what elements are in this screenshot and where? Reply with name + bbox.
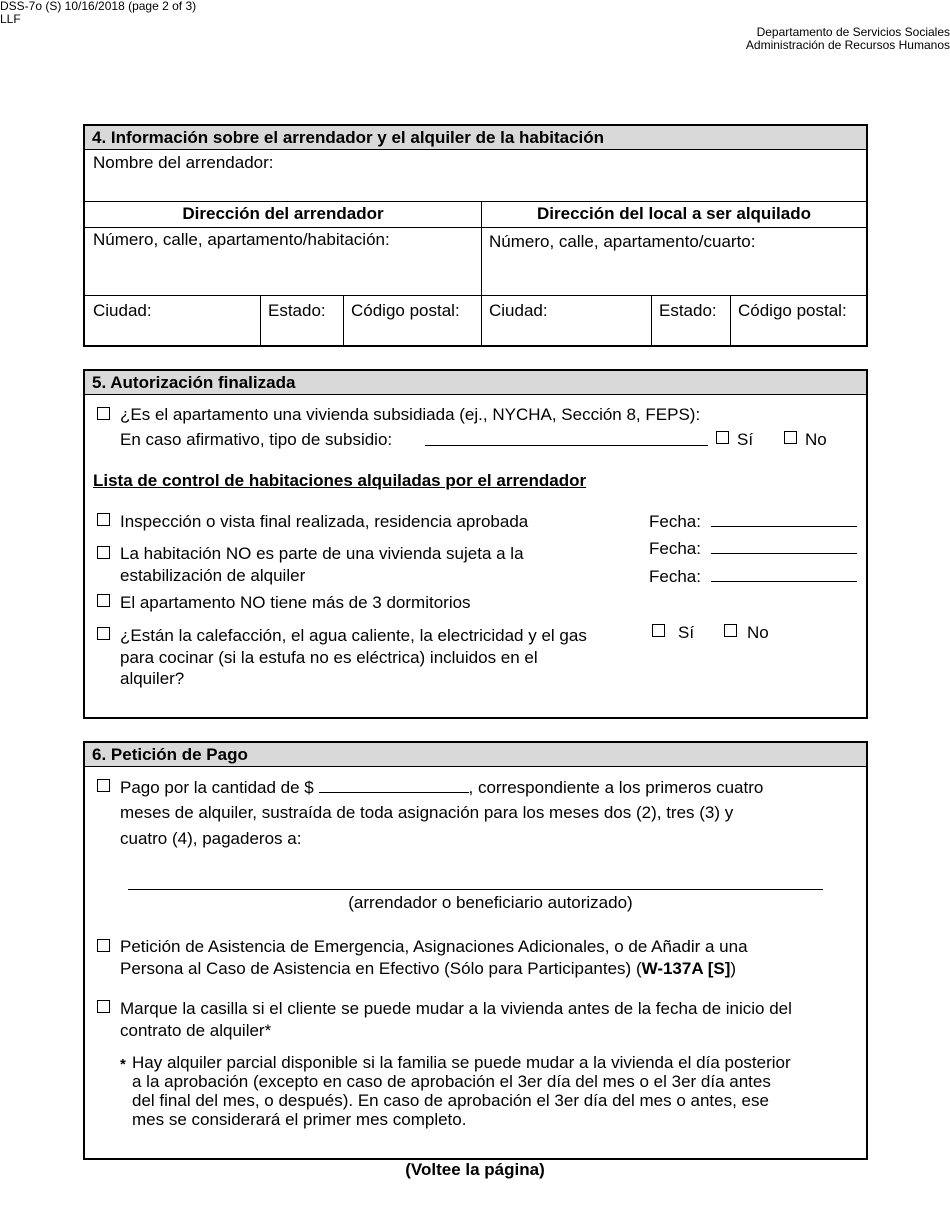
partial-rent-note-cont: mes se considerará el primer mes completo. (132, 1110, 467, 1129)
closing-paren: ) (730, 959, 737, 978)
form-id: DSS-7o (S) 10/16/2018 (page 2 of 3) (0, 0, 197, 13)
rent-stabilization-item-cont: estabilización de alquiler (120, 566, 306, 585)
utilities-yes-checkbox[interactable] (652, 624, 665, 637)
divider (85, 201, 866, 202)
early-move-text-cont: contrato de alquiler* (120, 1021, 272, 1040)
partial-rent-note-cont: a la aprobación (excepto en caso de aprobación el 3er día del mes o el 3er día antes (132, 1072, 771, 1091)
subsidized-yes-checkbox[interactable] (716, 431, 729, 444)
cell-divider (651, 295, 652, 345)
checklist-title: Lista de control de habitaciones alquiladas por el arrendador (93, 471, 587, 490)
form-reference: W-137A [S] (641, 959, 731, 978)
payment-text-line3: cuatro (4), pagaderos a: (120, 829, 302, 848)
form-id-block (0, 0, 950, 26)
landlord-street-field[interactable]: Número, calle, apartamento/habitación: (93, 230, 390, 249)
bedrooms-item: El apartamento NO tiene más de 3 dormitorios (120, 593, 471, 612)
date-input[interactable] (711, 581, 857, 582)
divider (85, 227, 866, 228)
bedrooms-checkbox[interactable] (97, 594, 110, 607)
utilities-no-checkbox[interactable] (724, 624, 737, 637)
rental-address-header: Dirección del local a ser alquilado (537, 204, 811, 223)
inspection-checkbox[interactable] (97, 513, 110, 526)
landlord-zip-field[interactable]: Código postal: (351, 301, 460, 320)
cell-divider (730, 295, 731, 345)
landlord-city-field[interactable]: Ciudad: (93, 301, 152, 320)
utilities-checkbox[interactable] (97, 627, 110, 640)
utilities-item: ¿Están la calefacción, el agua caliente, la electricidad y el gas (120, 626, 587, 645)
payment-amount-label: Pago por la cantidad de $ (120, 778, 314, 797)
payment-text (120, 778, 763, 798)
landlord-name-field[interactable]: Nombre del arrendador: (93, 153, 274, 172)
rental-city-field[interactable]: Ciudad: (489, 301, 548, 320)
note-asterisk: * (120, 1056, 126, 1073)
utilities-item-cont: para cocinar (si la estufa no es eléctrica) incluidos en el (120, 648, 538, 667)
agency-block (0, 26, 950, 52)
inspection-item: Inspección o vista final realizada, residencia aprobada (120, 512, 529, 531)
rental-zip-field[interactable]: Código postal: (738, 301, 847, 320)
rent-stabilization-item: La habitación NO es parte de una vivienda sujeta a la (120, 544, 524, 563)
subsidy-type-input[interactable] (425, 445, 708, 446)
subsidized-no-checkbox[interactable] (784, 431, 797, 444)
early-move-checkbox[interactable] (97, 1000, 110, 1013)
administration-name: Administración de Recursos Humanos (745, 38, 950, 52)
section-4 (83, 124, 868, 347)
column-divider (481, 201, 482, 345)
emergency-assistance-checkbox[interactable] (97, 939, 110, 952)
utilities-item-cont: alquiler? (120, 669, 185, 688)
section-6 (83, 741, 868, 1160)
no-label: No (747, 623, 769, 642)
date-input[interactable] (711, 553, 857, 554)
date-input[interactable] (711, 526, 857, 527)
section-6-title: 6. Petición de Pago (85, 743, 866, 767)
form-code: LLF (0, 12, 21, 26)
payee-input[interactable] (128, 889, 823, 890)
no-label: No (805, 430, 827, 449)
date-label: Fecha: (649, 567, 701, 586)
section-4-title: 4. Información sobre el arrendador y el alquiler de la habitación (85, 126, 866, 150)
emergency-assistance-text: Petición de Asistencia de Emergencia, Asignaciones Adicionales, o de Añadir a una (120, 937, 748, 956)
yes-label: Sí (678, 623, 695, 642)
partial-rent-note-cont: del final del mes, o después). En caso de aprobación el 3er día del mes o antes, ese (132, 1091, 769, 1110)
section-5-title: 5. Autorización finalizada (85, 371, 866, 395)
payment-amount-input[interactable] (319, 778, 469, 793)
subsidy-type-label: En caso afirmativo, tipo de subsidio: (120, 430, 393, 449)
cell-divider (343, 295, 344, 345)
landlord-address-header: Dirección del arrendador (182, 204, 384, 223)
partial-rent-note: Hay alquiler parcial disponible si la familia se puede mudar a la vivienda el día posterior (132, 1053, 791, 1072)
subsidized-question: ¿Es el apartamento una vivienda subsidiada (ej., NYCHA, Sección 8, FEPS): (120, 405, 701, 424)
landlord-state-field[interactable]: Estado: (268, 301, 326, 320)
rent-stabilization-checkbox[interactable] (97, 546, 110, 559)
rental-street-field[interactable]: Número, calle, apartamento/cuarto: (489, 232, 756, 251)
date-label: Fecha: (649, 539, 701, 558)
yes-label: Sí (737, 430, 754, 449)
emergency-assistance-text-cont (120, 959, 736, 979)
divider (85, 295, 866, 296)
section-5 (83, 369, 868, 719)
rental-state-field[interactable]: Estado: (659, 301, 717, 320)
subsidized-checkbox[interactable] (97, 407, 110, 420)
payee-caption: (arrendador o beneficiario autorizado) (348, 893, 633, 912)
department-name: Departamento de Servicios Sociales (756, 25, 950, 39)
turn-page-footer: (Voltee la página) (405, 1160, 545, 1179)
payment-text-cont: , correspondiente a los primeros cuatro (468, 778, 764, 797)
date-label: Fecha: (649, 512, 701, 531)
cell-divider (260, 295, 261, 345)
emergency-assistance-text-part: Persona al Caso de Asistencia en Efectivo (Sólo para Participantes) ( (120, 959, 642, 978)
early-move-text: Marque la casilla si el cliente se puede mudar a la vivienda antes de la fecha de inicio del (120, 999, 792, 1018)
payment-text-line2: meses de alquiler, sustraída de toda asignación para los meses dos (2), tres (3) y (120, 803, 734, 822)
payment-checkbox[interactable] (97, 779, 110, 792)
